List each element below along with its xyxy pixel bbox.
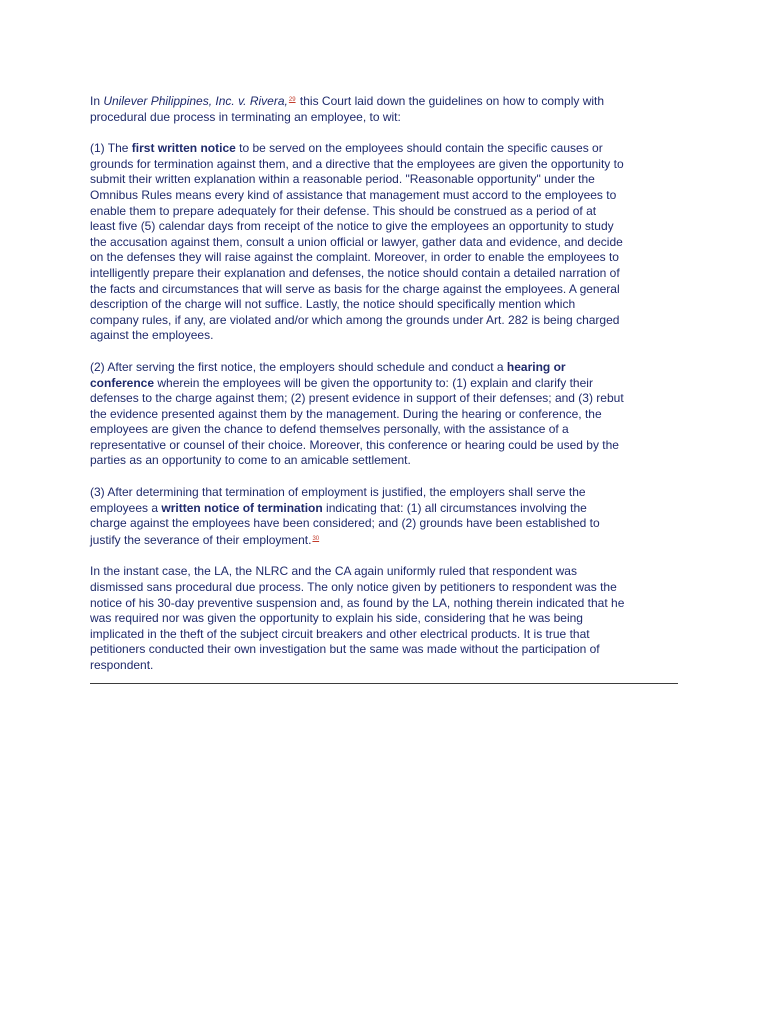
p1-pre-text: (1) The <box>90 141 132 156</box>
p1-post-text: to be served on the employees should contain the specific causes or grounds for termination against them, and a directive that the employees are given the opportunity to submit their written explanation within a reasonable period. "Reasonable opportunity" under the Omnibus Rules means every kind of assistance that management must accord to the employees to enable them to prepare adequately for their defense. This should be construed as a period of at least five (5) calendar days from receipt of the notice to give the employees an opportunity to study the accusation against them, consult a union official or lawyer, gather data and evidence, and decide on the defenses they will raise against the complaint. Moreover, in order to enable the employees to intelligently prepare their explanation and defenses, the notice should contain a detailed narration of the facts and circumstances that will serve as basis for the charge against the employees. A general description of the charge will not suffice. Lastly, the notice should specifically mention which company rules, if any, are violated and/or which among the grounds under Art. 282 is being charged against the employees. <box>90 141 624 343</box>
guideline-paragraph-3 <box>90 485 680 548</box>
guideline-paragraph-1 <box>90 141 680 344</box>
p2-bold-term: hearing or conference <box>90 359 566 390</box>
ruling-paragraph: In the instant case, the LA, the NLRC and the CA again uniformly ruled that respondent was dismissed sans procedural due process. The only notice given by petitioners to respondent was the notice of his 30-day preventive suspension and, as found by the LA, nothing therein indicated that he was required nor was given the opportunity to explain his side, considering that he was being implicated in the theft of the subject circuit breakers and other electrical products. It is true that petitioners conducted their own investigation but the same was made without the participation of respondent. <box>90 564 625 672</box>
guideline-paragraph-2 <box>90 360 680 469</box>
p2-pre-text: (2) After serving the first notice, the employers should schedule and conduct a <box>90 359 507 374</box>
intro-post-text: this Court laid down the guidelines on how to comply with procedural due process in terminating an employee, to wit: <box>90 94 605 124</box>
p3-pre-text: (3) After determining that termination of employment is justified, the employers shall serve the employees a <box>90 485 586 515</box>
footnote-link-30[interactable]: 30 <box>312 535 320 542</box>
p3-bold-term: written notice of termination <box>161 500 323 515</box>
p3-post-text: indicating that: (1) all circumstances involving the charge against the employees have been considered; and (2) grounds have been established to justify the severance of their employment. <box>90 500 600 547</box>
horizontal-rule <box>90 683 678 684</box>
case-name: Unilever Philippines, Inc. v. Rivera, <box>103 94 288 108</box>
footnote-link-29[interactable]: 29 <box>288 97 296 103</box>
intro-pre-text: In <box>90 94 104 108</box>
p1-bold-term: first written notice <box>131 141 236 156</box>
p2-post-text: wherein the employees will be given the opportunity to: (1) explain and clarify their defenses to the charge against them; (2) present evidence in support of their defenses; and (3) rebut the evidence presented against them by the management. During the hearing or conference, the employees are given the chance to defend themselves personally, with the assistance of a representative or counsel of their choice. Moreover, this conference or hearing could be used by the parties as an opportunity to come to an amicable settlement. <box>90 375 624 468</box>
document-body <box>90 93 680 674</box>
intro-paragraph <box>90 93 680 125</box>
